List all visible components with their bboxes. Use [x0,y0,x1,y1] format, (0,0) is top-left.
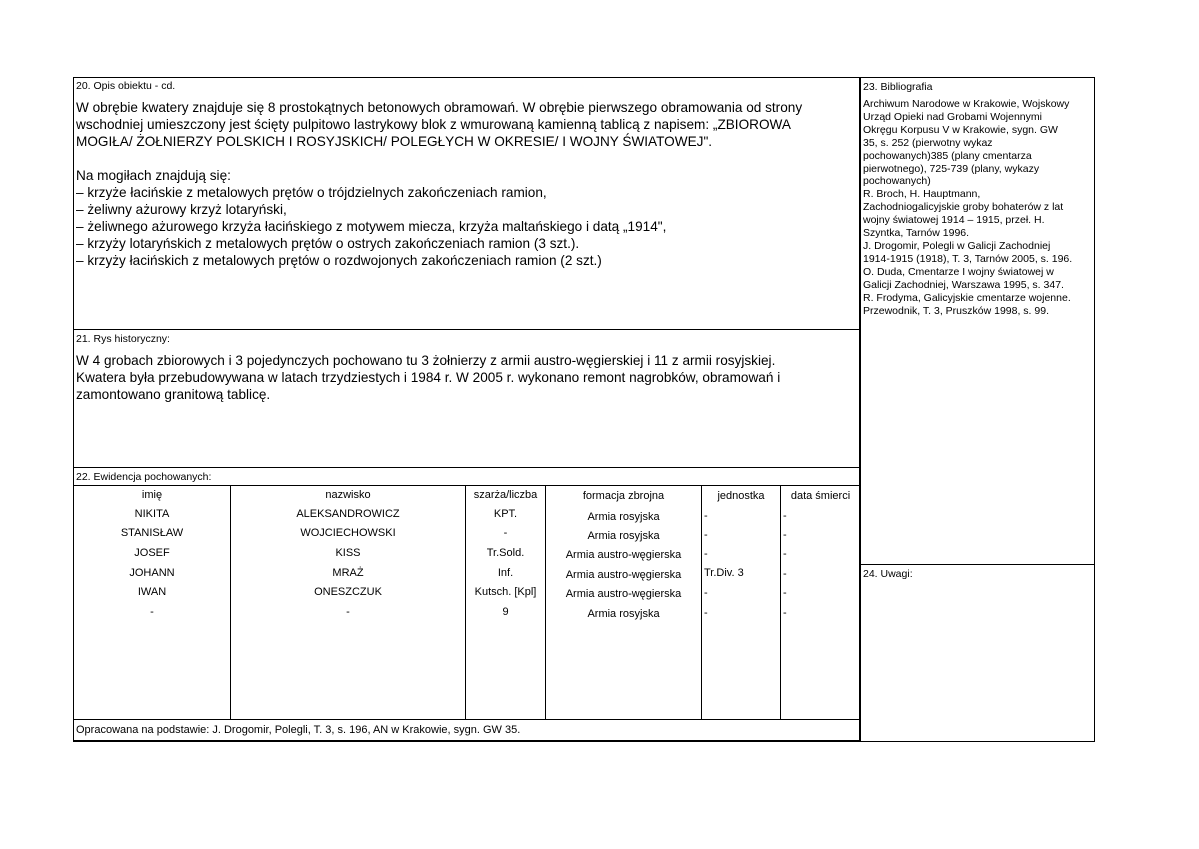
outer-top-border [73,77,1095,78]
section-21-label: 21. Rys historyczny: [76,333,170,345]
table-cell: - [783,548,787,560]
col-sep-5 [780,486,781,719]
form-bottom-border [73,740,861,742]
table-cell: - [783,568,787,580]
table-cell: Armia austro-węgierska [565,549,682,561]
table-cell: ALEKSANDROWICZ [296,508,400,520]
section-20-label: 20. Opis obiektu - cd. [76,80,176,92]
table-cell: - [783,510,787,522]
table-cell: - [704,548,708,560]
section-24-label: 24. Uwagi: [863,568,913,580]
table-cell: KPT. [493,508,518,520]
table-cell: STANISŁAW [120,527,184,539]
table-cell: - [783,587,787,599]
section-21-text: W 4 grobach zbiorowych i 3 pojedynczych pochowano tu 3 żołnierzy z armii austro-węgierskiej i 11 z armii rosyjskiej. Kwatera była przebudowywana w latach trzydziestych i 1984 r. W 2005 r. wykonano remont nagrobków, obramowań i zamontowano granitową tablicę. [76,353,781,402]
header-imie: imię [141,489,163,501]
table-cell: 9 [502,606,509,618]
table-cell: ONESZCZUK [314,586,382,598]
table-cell: - [503,527,508,539]
section-23-text: Archiwum Narodowe w Krakowie, Wojskowy Urząd Opieki nad Grobami Wojennymi Okręgu Korpusu V w Krakowie, sygn. GW 35, s. 252 (pierwotny wykaz pochowanych)385 (plany cmentarza pierwotnego), 725-739 (plany, wykazy pochowanych) R. Broch, H. Hauptmann, Zachodniogalicyjskie groby bohaterów z lat wojny światowej 1914 – 1915, przeł. H. Szyntka, Tarnów 1996. J. Drogomir, Polegli w Galicji Zachodniej 1914-1915 (1918), T. 3, Tarnów 2005, s. 196. O. Duda, Cmentarze I wojny światowej w Galicji Zachodniej, Warszawa 1995, s. 347. R. Frodyma, Galicyjskie cmentarze wojenne. Przewodnik, T. 3, Pruszków 1998, s. 99. [863,98,1073,317]
section-20-text: W obrębie kwatery znajduje się 8 prostokątnych betonowych obramowań. W obrębie pierwszego obramowania od strony wschodniej umieszczony jest ścięty pulpitowo lastrykowy blok z wmurowaną kamienną tablicą z napisem: „ZBIOROWA MOGIŁA/ ŻOŁNIERZY POLSKICH I ROSYJSKICH/ POLEGŁYCH W OKRESIE/ I WOJNY ŚWIATOWEJ". Na mogiłach znajdują się: – krzyże łacińskie z metalowych prętów o trójdzielnych zakończeniach ramion, – żeliwny ażurowy krzyż lotaryński, – żeliwnego ażurowego krzyża łacińskiego z motywem miecza, krzyża maltańskiego i datą „1914", – krzyży lotaryńskich z metalowych prętów o ostrych zakończeniach ramion (3 szt.). – krzyży łacińskich z metalowych prętów o rozdwojonych zakończeniach ramion (2 szt.) [76,100,803,268]
table-cell: IWAN [137,586,167,598]
table-footer-source: Opracowana na podstawie: J. Drogomir, Polegli, T. 3, s. 196, AN w Krakowie, sygn. GW 35. [76,724,521,736]
table-cell: - [704,587,708,599]
header-szarza: szarża/liczba [473,489,538,501]
table-cell: - [783,529,787,541]
divider-21-22 [73,467,860,468]
section-23-label: 23. Bibliografia [863,81,933,93]
table-cell: WOJCIECHOWSKI [300,527,396,539]
header-data-smierci: data śmierci [790,490,851,502]
table-footer-line [73,719,860,720]
table-cell: Armia austro-węgierska [565,588,682,600]
table-cell: - [150,606,154,618]
table-cell: Armia rosyjska [587,511,660,523]
table-cell: JOSEF [134,547,170,559]
table-cell: NIKITA [134,508,170,520]
table-cell: Armia rosyjska [587,608,660,620]
table-cell: Kutsch. [Kpl] [474,586,537,598]
table-cell: Armia rosyjska [587,530,660,542]
table-cell: KISS [335,547,361,559]
header-nazwisko: nazwisko [325,489,371,501]
table-cell: Tr.Sold. [486,547,525,559]
divider-20-21 [73,329,860,330]
table-header-line [73,485,860,486]
table-cell: JOHANN [129,567,175,579]
table-cell: MRAŻ [332,567,364,579]
divider-23-24 [860,564,1095,565]
header-formacja: formacja zbrojna [582,490,665,502]
table-cell: Inf. [497,567,514,579]
table-cell: Armia austro-węgierska [565,569,682,581]
right-column-bottom-border [860,741,1095,742]
table-cell: - [783,607,787,619]
table-cell: - [346,606,350,618]
outer-left-border [73,77,74,742]
table-cell: - [704,529,708,541]
table-cell: - [704,607,708,619]
section-22-label: 22. Ewidencja pochowanych: [76,471,212,483]
column-divider [859,77,861,742]
table-cell: Tr.Div. 3 [704,567,744,579]
table-cell: - [704,510,708,522]
header-jednostka: jednostka [717,490,765,502]
col-sep-4 [701,486,702,719]
